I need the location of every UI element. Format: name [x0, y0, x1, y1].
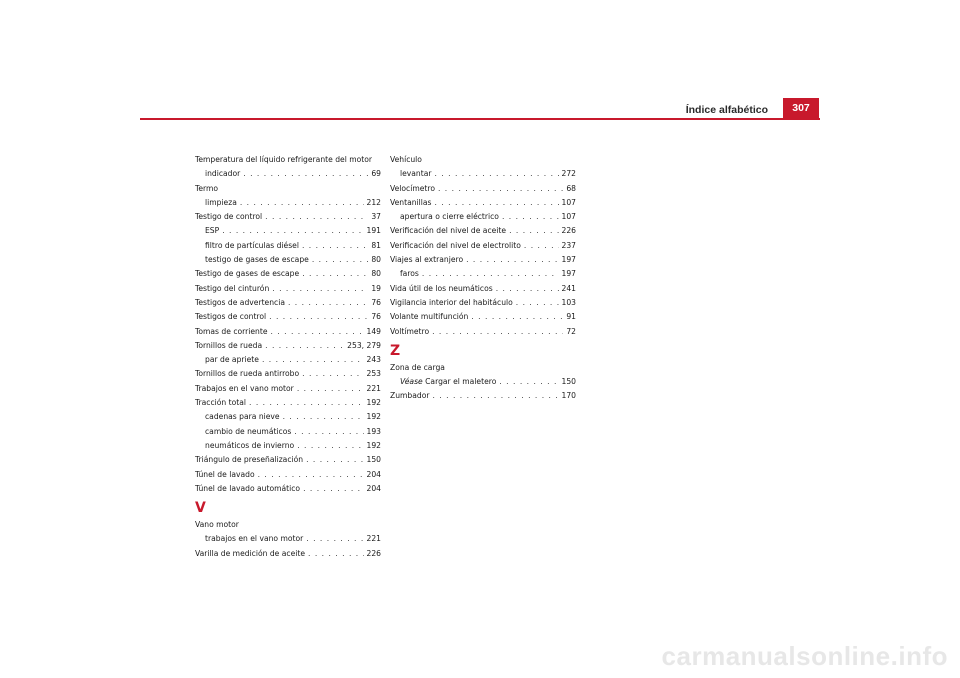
entry-label: Triángulo de preseñalización [195, 455, 304, 465]
page-reference: 103 [561, 297, 576, 307]
entry-label: Viajes al extranjero [390, 255, 464, 265]
index-entry [195, 468, 381, 482]
dot-leader [222, 224, 363, 238]
dot-leader [272, 282, 368, 296]
dot-leader [422, 267, 559, 281]
page-reference: 81 [371, 240, 381, 250]
index-title: Índice alfabético [685, 104, 768, 116]
index-entry [195, 339, 381, 353]
page-reference: 226 [366, 548, 381, 558]
watermark-logo: carmanualsonline.info [661, 641, 948, 671]
dot-leader [288, 296, 368, 310]
section-letter: Z [390, 342, 401, 359]
dot-leader [496, 282, 559, 296]
page-reference: 253, 279 [347, 340, 381, 350]
page-reference: 226 [561, 226, 576, 236]
index-entry [390, 325, 576, 339]
entry-label: cambio de neumáticos [205, 426, 292, 436]
page-reference: 76 [371, 312, 381, 322]
dot-leader [249, 396, 364, 410]
entry-label-text: Cargar el maletero [425, 377, 497, 387]
entry-label: Verificación del nivel de electrolito [390, 240, 521, 250]
page-reference: 107 [561, 212, 576, 222]
entry-label: faros [400, 269, 419, 279]
index-entry [390, 310, 576, 324]
entry-label: Testigo del cinturón [195, 283, 270, 293]
index-entry [195, 396, 381, 410]
entry-label: Tracción total [195, 398, 246, 408]
index-subentry [195, 239, 381, 253]
index-subentry [390, 375, 576, 389]
entry-label: Túnel de lavado automático [195, 483, 301, 493]
index-column-right [390, 153, 576, 404]
dot-leader [302, 367, 363, 381]
index-entry [195, 382, 381, 396]
page-reference: 80 [371, 269, 381, 279]
index-heading: Vehículo [390, 155, 422, 164]
dot-leader [265, 210, 368, 224]
dot-leader [297, 439, 363, 453]
entry-label: filtro de partículas diésel [205, 240, 299, 250]
dot-leader [243, 167, 368, 181]
page-reference: 37 [371, 212, 381, 222]
entry-label: apertura o cierre eléctrico [400, 212, 499, 222]
entry-label: Volante multifunción [390, 312, 469, 322]
index-subentry [195, 425, 381, 439]
page-reference: 241 [561, 283, 576, 293]
page-reference: 204 [366, 469, 381, 479]
dot-leader [283, 410, 364, 424]
dot-leader [258, 468, 364, 482]
page-reference: 192 [366, 412, 381, 422]
page-reference: 221 [366, 534, 381, 544]
dot-leader [434, 196, 558, 210]
page-reference: 204 [366, 483, 381, 493]
entry-label: Túnel de lavado [195, 469, 255, 479]
page-reference: 192 [366, 440, 381, 450]
page-reference: 150 [366, 455, 381, 465]
dot-leader [438, 182, 563, 196]
index-entry [390, 224, 576, 238]
entry-label: Varilla de medición de aceite [195, 548, 306, 558]
dot-leader [269, 310, 368, 324]
page-reference: 237 [561, 240, 576, 250]
index-entry [195, 282, 381, 296]
dot-leader [271, 325, 364, 339]
dot-leader [306, 532, 363, 546]
entry-label: Velocímetro [390, 183, 435, 193]
index-subentry [195, 253, 381, 267]
dot-leader [265, 339, 344, 353]
entry-label: Vigilancia interior del habitáculo [390, 297, 513, 307]
index-subentry [195, 167, 381, 181]
entry-label [400, 375, 496, 389]
dot-leader [502, 210, 559, 224]
index-heading: Vano motor [195, 520, 239, 530]
entry-label: Voltímetro [390, 326, 430, 336]
dot-leader [499, 375, 558, 389]
dot-leader [312, 253, 369, 267]
page-reference: 149 [366, 326, 381, 336]
page-reference: 193 [366, 426, 381, 436]
page-reference: 76 [371, 297, 381, 307]
entry-label: indicador [205, 169, 241, 179]
dot-leader [471, 310, 563, 324]
dot-leader [306, 453, 363, 467]
page-reference: 197 [561, 269, 576, 279]
index-entry [195, 267, 381, 281]
entry-label: Testigo de gases de escape [195, 269, 300, 279]
entry-label: ESP [205, 226, 220, 236]
index-subentry [195, 410, 381, 424]
index-subentry [195, 196, 381, 210]
dot-leader [435, 167, 559, 181]
page-reference: 72 [566, 326, 576, 336]
entry-label: cadenas para nieve [205, 412, 280, 422]
entry-label: Testigos de advertencia [195, 297, 285, 307]
entry-label: Testigos de control [195, 312, 267, 322]
header-rule [140, 118, 820, 120]
page-reference: 107 [561, 197, 576, 207]
index-entry [195, 453, 381, 467]
entry-label: Tornillos de rueda [195, 340, 263, 350]
entry-label: Vida útil de los neumáticos [390, 283, 493, 293]
entry-label: testigo de gases de escape [205, 255, 309, 265]
index-entry [390, 296, 576, 310]
dot-leader [294, 425, 363, 439]
index-entry [390, 389, 576, 403]
page-reference: 91 [566, 312, 576, 322]
entry-label: Tornillos de rueda antirrobo [195, 369, 300, 379]
index-subentry [195, 353, 381, 367]
index-entry [195, 296, 381, 310]
dot-leader [509, 224, 558, 238]
index-subentry [390, 210, 576, 224]
page-reference: 221 [366, 383, 381, 393]
entry-label: limpieza [205, 197, 237, 207]
entry-label: Zumbador [390, 391, 430, 401]
index-subentry [390, 267, 576, 281]
dot-leader [432, 389, 558, 403]
page-reference: 243 [366, 355, 381, 365]
entry-label: Testigo de control [195, 212, 263, 222]
index-entry [195, 367, 381, 381]
index-column-left [195, 153, 381, 561]
entry-label: Tomas de corriente [195, 326, 268, 336]
dot-leader [303, 482, 363, 496]
page-reference: 272 [561, 169, 576, 179]
entry-label: Trabajos en el vano motor [195, 383, 294, 393]
section-letter: V [195, 500, 206, 517]
dot-leader [432, 325, 563, 339]
page-reference: 191 [366, 226, 381, 236]
page-reference: 212 [366, 197, 381, 207]
dot-leader [302, 239, 368, 253]
entry-label: par de apriete [205, 355, 259, 365]
page-reference: 253 [366, 369, 381, 379]
index-entry [390, 182, 576, 196]
dot-leader [516, 296, 559, 310]
entry-label: Verificación del nivel de aceite [390, 226, 507, 236]
index-subentry [195, 532, 381, 546]
page-reference: 192 [366, 398, 381, 408]
index-heading: Termo [195, 183, 219, 193]
page-reference: 197 [561, 255, 576, 265]
see-reference: Véase [400, 377, 423, 387]
page-number-badge: 307 [783, 98, 819, 118]
dot-leader [240, 196, 364, 210]
dot-leader [262, 353, 364, 367]
index-entry [195, 210, 381, 224]
index-entry [390, 239, 576, 253]
index-heading: Zona de carga [390, 362, 445, 372]
page-reference: 170 [561, 391, 576, 401]
dot-leader [302, 267, 368, 281]
index-entry [390, 196, 576, 210]
dot-leader [524, 239, 559, 253]
index-entry [195, 482, 381, 496]
dot-leader [308, 547, 363, 561]
dot-leader [466, 253, 558, 267]
page-reference: 68 [566, 183, 576, 193]
index-subentry [195, 224, 381, 238]
page-reference: 150 [561, 377, 576, 387]
page-reference: 19 [371, 283, 381, 293]
index-entry [390, 253, 576, 267]
index-heading: Temperatura del líquido refrigerante del motor [195, 155, 373, 164]
entry-label: levantar [400, 169, 432, 179]
index-subentry [390, 167, 576, 181]
page-reference: 69 [371, 169, 381, 179]
index-subentry [195, 439, 381, 453]
entry-label: trabajos en el vano motor [205, 534, 304, 544]
page-reference: 80 [371, 255, 381, 265]
dot-leader [297, 382, 364, 396]
index-entry [390, 282, 576, 296]
index-entry [195, 547, 381, 561]
index-entry [195, 310, 381, 324]
entry-label: Ventanillas [390, 197, 432, 207]
entry-label: neumáticos de invierno [205, 440, 295, 450]
index-entry [195, 325, 381, 339]
